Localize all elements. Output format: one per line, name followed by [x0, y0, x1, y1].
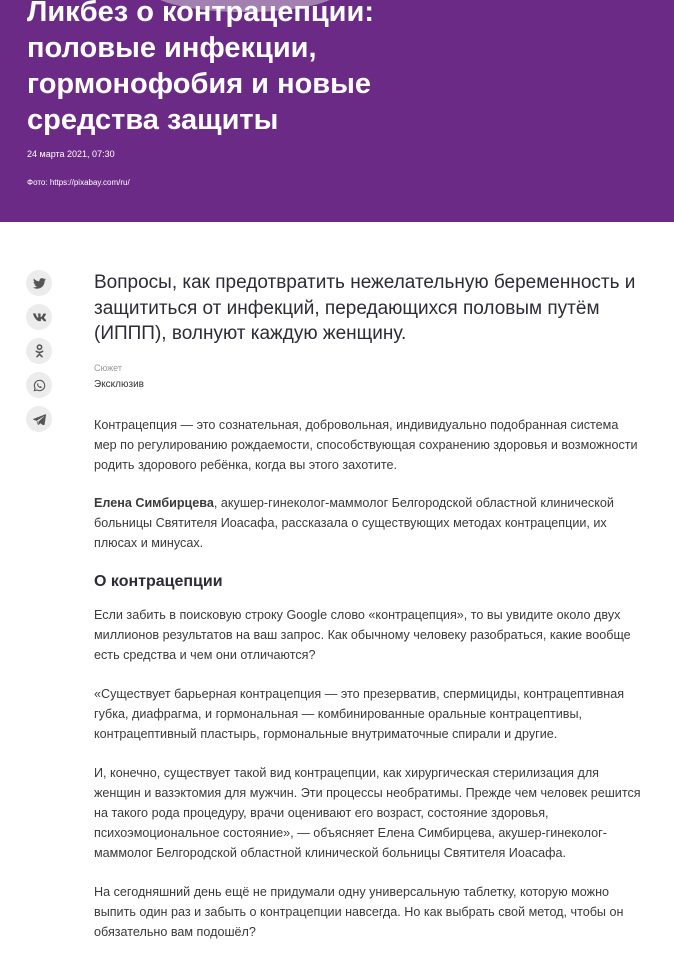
article-hero [0, 0, 674, 222]
paragraph: Если забить в поисковую строку Google слово «контрацепция», то вы увидите около двух миллионов результатов на ваш запрос. Как обычному человеку разобраться, какие вообще есть средства и чем они отличаются? [94, 607, 631, 662]
ok-icon [35, 344, 44, 358]
paragraph: На сегодняшний день ещё не придумали одну универсальную таблетку, которую можно выпить один раз и забыть о контрацепции навсегда. Но как выбрать свой метод, чтобы он обязательно вам подошёл? [94, 884, 624, 939]
expert-description: , акушер-гинеколог-маммолог Белгородской областной клинической больницы Святителя Иоасафа, рассказала о существующих методах контрацепции, их плюсах и минусах. [94, 495, 614, 550]
story-link[interactable]: Эксклюзив [94, 378, 144, 390]
photo-credit: Фото: https://pixabay.com/ru/ [27, 178, 130, 187]
share-vk-button[interactable] [26, 304, 52, 330]
share-ok-button[interactable] [26, 338, 52, 364]
share-twitter-button[interactable] [26, 270, 52, 296]
share-telegram-button[interactable] [26, 406, 52, 432]
article-title: Ликбез о контрацепции: половые инфекции, гормонофобия и новые средства защиты [27, 0, 374, 136]
article-body [94, 270, 642, 942]
paragraph-quote: «Существует барьерная контрацепция — это презерватив, спермициды, контрацептивная губка, диафрагма, и гормональная — комбинированные оральные контрацептивы, контрацептивный пластырь, гормональные внутриматочные спирали и другие. [94, 686, 625, 741]
expert-name: Елена Симбирцева [94, 495, 214, 510]
paragraph: Контрацепция — это сознательная, добровольная, индивидуально подобранная система мер по регулированию рождаемости, способствующая сохранению здоровья и возможности родить здорового ребёнка, когда вы этого захотите. [94, 417, 638, 472]
section-heading: О контрацепции [94, 572, 223, 590]
story-label: Сюжет [94, 362, 122, 373]
paragraph-expert-intro [94, 493, 642, 553]
article-lead: Вопросы, как предотвратить нежелательную беременность и защититься от инфекций, передающихся половым путём (ИППП), волнуют каждую женщину. [94, 272, 636, 344]
paragraph: И, конечно, существует такой вид контрацепции, как хирургическая стерилизация для женщин и вазэктомия для мужчин. Эти процессы необратимы. Прежде чем человек решится на такого рода процедуру, врачи оценивают его возраст, состояние здоровья, психоэмоциональное состояние», — объясняет Елена Симбирцева, акушер-гинеколог-маммолог Белгородской областной клинической больницы Святителя Иоасафа. [94, 765, 641, 860]
twitter-icon [33, 278, 46, 289]
whatsapp-icon [33, 379, 46, 392]
publish-date: 24 марта 2021, 07:30 [27, 149, 115, 159]
vk-icon [32, 313, 46, 322]
share-bar [26, 270, 54, 440]
share-whatsapp-button[interactable] [26, 372, 52, 398]
telegram-icon [33, 414, 46, 425]
